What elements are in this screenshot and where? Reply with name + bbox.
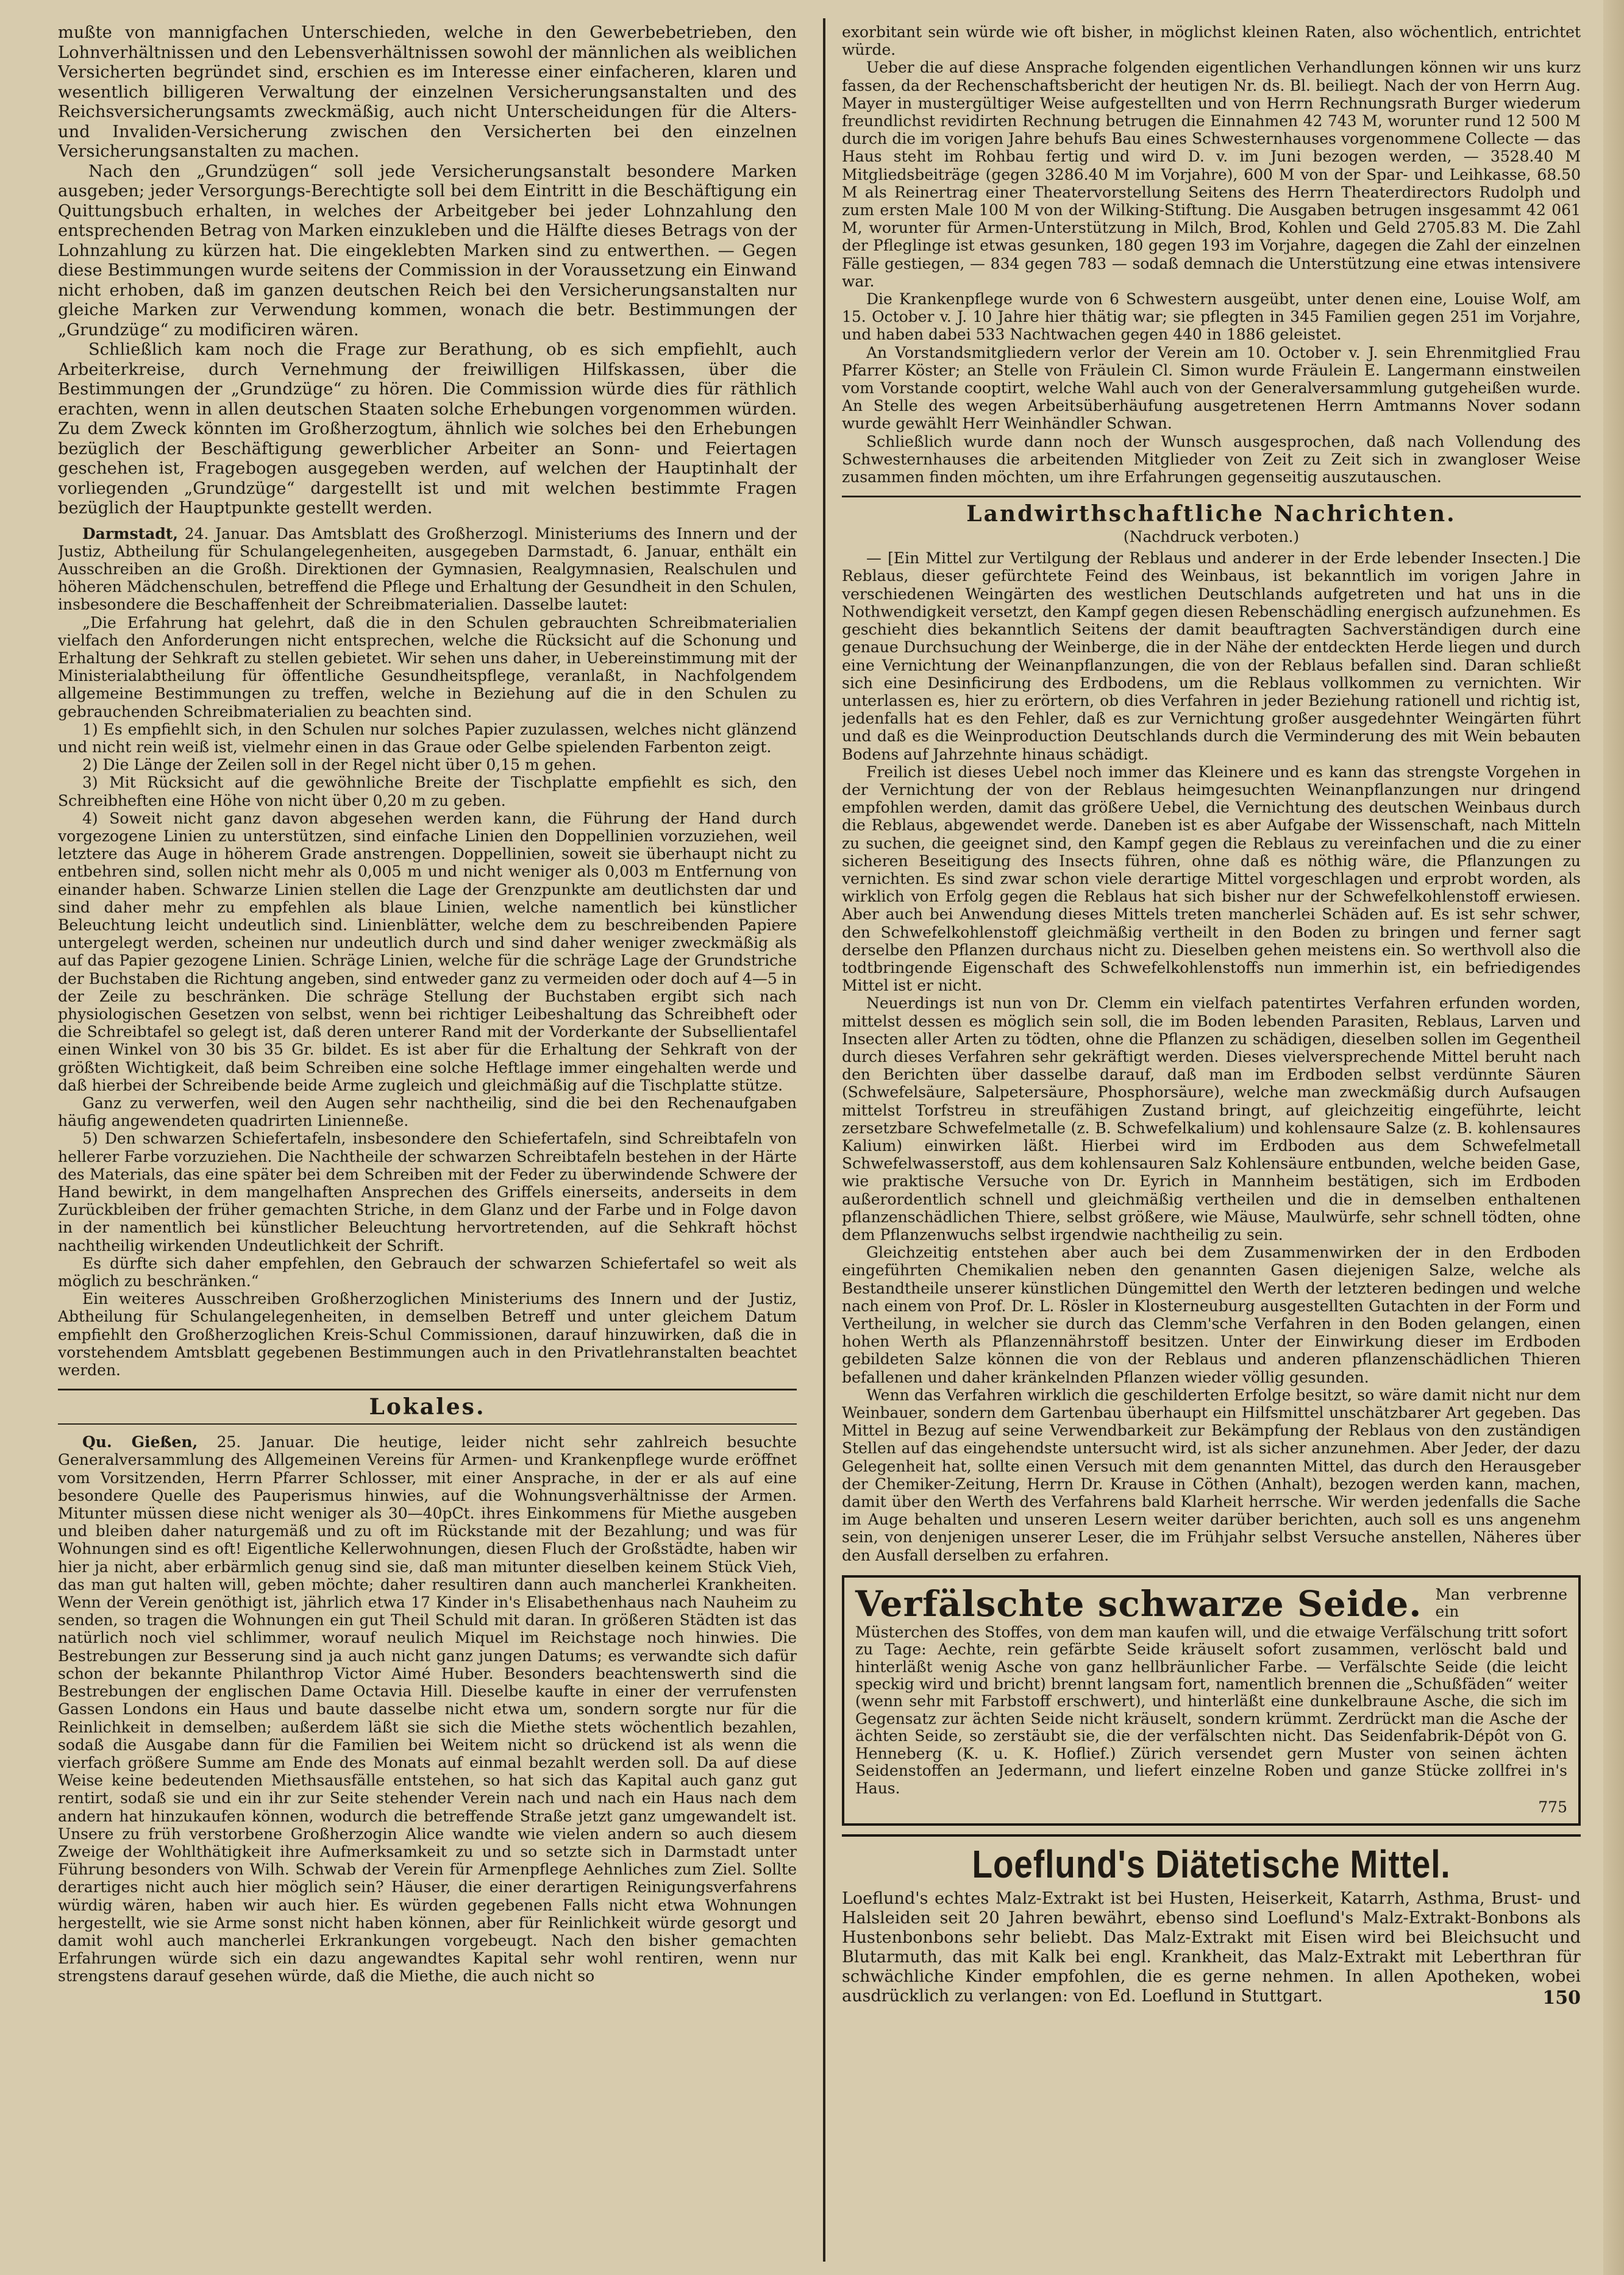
advertisement-seide	[842, 1575, 1581, 1826]
ad-side-text: Man verbrenne ein	[1435, 1585, 1567, 1620]
column-divider	[823, 18, 825, 2262]
article-paragraph: exorbitant sein würde wie oft bisher, in möglichst kleinen Raten, also wöchentlich, entrichtet würde.	[842, 23, 1581, 59]
lokales-article: Qu. Gießen, 25. Januar. Die heutige, leider nicht sehr zahlreich besuchte Generalversammlung des Allgemeinen Vereins für Armen- und Krankenpflege wurde eröffnet vom Vorsitzenden, Herrn Pfarrer Schlosser, mit einer Ansprache, in der er als auf eine besondere Quelle des Pauperismus hinwies, auf die Wohnungsverhältnisse der Armen. Mitunter müssen diese nicht weniger als 30—40pCt. ihres Einkommens für Miethe ausgeben und bleiben daher naturgemäß und zu oft im Rückstande mit der Bezahlung; und was für Wohnungen sind es oft! Eigentliche Kellerwohnungen, diesen Fluch der Großstädte, haben wir hier ja nicht, aber erbärmlich genug sind sie, daß man mitunter dieselben keinem Stück Vieh, das man gut halten will, geben möchte; daher resultiren dann auch mancherlei Krankheiten. Wenn der Verein genöthigt ist, jährlich etwa 17 Kinder in's Elisabethenhaus nach Nauheim zu senden, so tragen die Wohnungen ein gut Theil Schuld mit daran. In größeren Städten ist das natürlich noch viel schlimmer, worauf neulich Miquel im Reichstage noch hinwies. Die Bestrebungen zur Besserung sind ja auch nicht ganz jungen Datums; es verwandte sich dafür schon der bekannte Philanthrop Victor Aimé Huber. Besonders beachtenswerth sind die Bestrebungen der englischen Dame Octavia Hill. Dieselbe kaufte in einer der verrufensten Gassen Londons ein Haus und baute dasselbe nicht etwa um, sondern sorgte nur für die Reinlichkeit in demselben; außerdem läßt sie sich die Miethe stets wöchentlich bezahlen, sodaß die Ausgabe dann für die Familien bei Weitem nicht so drückend ist als wenn die vierfach größere Summe am Ende des Monats auf einmal bezahlt werden soll. Da auf diese Weise keine bedeutenden Miethsausfälle entstehen, so hat sich das Kapital auch ganz gut rentirt, sodaß sie und ein ihr zur Seite stehender Verein nach und nach ein Haus nach dem andern hat hinzukaufen können, wodurch die betreffende Straße jetzt ganz umgewandelt ist. Unsere zu früh verstorbene Großherzogin Alice wandte wie vielen andern so auch diesem Zweige der Wohlthätigkeit ihre Aufmerksamkeit zu und so setzte sich in Darmstadt unter Führung besonders von Wilh. Schwab der Verein für Armenpflege Aehnliches zum Ziel. Sollte derartiges nicht auch hier möglich sein? Häuser, die einer derartigen Reinigungsverfahrens würdig wären, haben wir auch hier. Es würden gegebenen Falls nicht etwa Wohnungen hergestellt, wie sie Arme sonst nicht haben können, aber für Reinlichkeit würde gesorgt und damit wohl auch mancherlei Erkrankungen vorgebeugt. Nach den bisher gemachten Erfahrungen würde sich ein dazu angewandtes Kapital sehr wohl rentiren, wenn nur strengstens darauf gesehen würde, daß die Miethe, die auch nicht so	[58, 1433, 797, 1985]
giessen-dateline: Qu. Gießen,	[82, 1433, 198, 1451]
advertisement-loeflund	[842, 1834, 1581, 2009]
article-paragraph: — [Ein Mittel zur Vertilgung der Reblaus und anderer in der Erde lebender Insecten.] Die Reblaus, dieser gefürchtete Feind des Weinbaus, ist bekanntlich im vorigen Jahre in verschiedenen Weingärten des westlichen Deutschlands aufgetreten und hat uns in die Nothwendigkeit versetzt, den Kampf gegen diesen Rebenschädling energisch aufzunehmen. Es geschieht dies bekanntlich Seitens der damit beauftragten Sachverständigen durch eine genaue Durchsuchung der Weinberge, die in der Nähe der entdeckten Herde liegen und durch eine Vernichtung der Weinanpflanzungen, die von der Reblaus befallen sind. Daran schließt sich eine Desinficirung des Erdbodens, um die Reblaus vollkommen zu vernichten. Wir unterlassen es, hier zu erörtern, ob dies Verfahren in jeder Beziehung rationell und richtig ist, jedenfalls hat es den Fehler, daß es zur Vernichtung großer ausgedehnter Weingärten führt und daß es die Weinproduction Deutschlands durch die Verminderung des mit Wein bebauten Bodens auf Jahrzehnte hinaus schädigt.	[842, 549, 1581, 763]
article-paragraph: Freilich ist dieses Uebel noch immer das Kleinere und es kann das strengste Vorgehen in der Vernichtung der von der Reblaus heimgesuchten Weinanpflanzungen nur dringend empfohlen werden, damit das größere Uebel, die Vernichtung des deutschen Weinbaus durch die Reblaus, abgewendet werde. Daneben ist es aber Aufgabe der Wissenschaft, nach Mitteln zu suchen, die geeignet sind, den Kampf gegen die Reblaus zu vereinfachen und die zu einer sicheren Beseitigung des Insects führen, ohne daß es nöthig wäre, die Pflanzungen zu vernichten. Es sind zwar schon viele derartige Mittel vorgeschlagen und erprobt worden, als wirklich von Erfolg gegen die Reblaus hat sich bisher nur der Schwefelkohlenstoff erwiesen. Aber auch bei Anwendung dieses Mittels treten mancherlei Schäden auf. Es ist sehr schwer, den Schwefelkohlenstoff gleichmäßig vertheilt in den Boden zu bringen und ferner sagt derselbe den Pflanzen durchaus nicht zu. Dieselben gehen meistens ein. So werthvoll also die todtbringende Eigenschaft des Schwefelkohlenstoffs nun immerhin ist, ein befriedigendes Mittel ist er nicht.	[842, 763, 1581, 995]
page-number: 150	[1542, 1987, 1581, 2009]
section-rule	[58, 1423, 797, 1425]
article-paragraph: 3) Mit Rücksicht auf die gewöhnliche Breite der Tischplatte empfiehlt es sich, den Schreibheften eine Höhe von nicht über 0,20 m zu geben.	[58, 774, 797, 810]
article-paragraph: Schließlich kam noch die Frage zur Berathung, ob es sich empfiehlt, auch Arbeiterkreise, durch Vernehmung der freiwilligen Hilfskassen, über die Bestimmungen der „Grundzüge“ zu hören. Die Commission würde dies für räthlich erachten, wenn in allen deutschen Staaten solche Erhebungen vorgenommen würden. Zu dem Zweck könnten im Großherzogtum, ähnlich wie solches bei den Erhebungen bezüglich der Beschäftigung gewerblicher Arbeiter an Sonn- und Feiertagen geschehen ist, Fragebogen ausgegeben werden, auf welchen der Hauptinhalt der vorliegenden „Grundzüge“ dargestellt ist und mit welchen bestimmte Fragen bezüglich der Hauptpunkte gestellt werden.	[58, 340, 797, 518]
left-column	[58, 23, 797, 2254]
article-paragraph: Ein weiteres Ausschreiben Großherzoglichen Ministeriums des Innern und der Justiz, Abtheilung für Schulangelegenheiten, in demselben Betreff und unter gleichem Datum empfiehlt den Großherzoglichen Kreis-Schul Commissionen, darauf hinzuwirken, daß die in vorstehendem Amtsblatt gegebenen Bestimmungen auch in den Privatlehranstalten beachtet werden.	[58, 1290, 797, 1380]
article-paragraph: „Die Erfahrung hat gelehrt, daß die in den Schulen gebrauchten Schreibmaterialien vielfach den Anforderungen nicht entsprechen, welche die Rücksicht auf die Schonung und Erhaltung der Sehkraft zu stellen gebietet. Wir sehen uns daher, in Uebereinstimmung mit der Ministerialabtheilung für öffentliche Gesundheitspflege, veranlaßt, in Nachfolgendem allgemeine Bestimmungen zu treffen, welche in Beziehung auf die in den Schulen zu gebrauchenden Schreibmaterialien zu beachten sind.	[58, 613, 797, 721]
article-paragraph: 1) Es empfiehlt sich, in den Schulen nur solches Papier zuzulassen, welches nicht glänzend und nicht rein weiß ist, vielmehr einen in das Graue oder Gelbe spielenden Farbenton zeigt.	[58, 720, 797, 756]
right-column	[842, 23, 1581, 2254]
article-paragraph: Nach den „Grundzügen“ soll jede Versicherungsanstalt besondere Marken ausgeben; jeder Versorgungs-Berechtigte soll bei dem Eintritt in die Beschäftigung ein Quittungsbuch erhalten, in welches der Arbeitgeber bei jeder Lohnzahlung den entsprechenden Betrag von Marken einzukleben und die Hälfte dieses Betrags von der Lohnzahlung zu kürzen hat. Die eingeklebten Marken sind zu entwerthen. — Gegen diese Bestimmungen wurde seitens der Commission in der Voraussetzung ein Einwand nicht erhoben, daß im ganzen deutschen Reich bei den Versicherungsanstalten nur gleiche Marken zur Verwendung kommen, wonach die betr. Bestimmungen der „Grundzüge“ zu modificiren wären.	[58, 162, 797, 340]
article-paragraph: Wenn das Verfahren wirklich die geschilderten Erfolge besitzt, so wäre damit nicht nur dem Weinbauer, sondern dem Gartenbau überhaupt ein Hilfsmittel unschätzbarer Art gegeben. Das Mittel in Bezug auf seine Verwendbarkeit zur Bekämpfung der Reblaus von den zuständigen Stellen auf das eingehendste untersucht wird, ist als sicher anzunehmen. Aber Jeder, der dazu Gelegenheit hat, sollte einen Versuch mit dem genannten Mittel, das durch den Herausgeber der Chemiker-Zeitung, Herrn Dr. Krause in Cöthen (Anhalt), bezogen werden kann, machen, damit über den Werth des Verfahrens bald Klarheit herrsche. Wir werden jedenfalls die Sache im Auge behalten und unseren Lesern weiter darüber berichten, auch soll es uns angenehm sein, von denjenigen unserer Leser, die im Frühjahr selbst Versuche anstellen, Näheres über den Ausfall derselben zu erfahren.	[842, 1386, 1581, 1564]
section-rule	[842, 496, 1581, 497]
ad-title: Loeflund's Diätetische Mittel.	[972, 1842, 1451, 1886]
article-paragraph: 4) Soweit nicht ganz davon abgesehen werden kann, die Führung der Hand durch vorgezogene Linien zu unterstützen, sind einfache Linien den Doppellinien vorzuziehen, weil letztere das Auge in höherem Grade anstrengen. Doppellinien, soweit sie überhaupt nicht zu entbehren sind, sollen nicht mehr als 0,005 m und nicht weniger als 0,003 m Entfernung von einander haben. Schwarze Linien stellen die Lage der Grenzpunkte am deutlichsten dar und sind daher mehr zu empfehlen als blaue Linien, welche namentlich bei künstlicher Beleuchtung leicht undeutlich sind. Linienblätter, welche dem zu beschreibenden Papiere untergelegt werden, scheinen nur undeutlich durch und sind daher weniger zweckmäßig als auf das Papier gezogene Linien. Schräge Linien, welche für die schräge Lage der Grundstriche der Buchstaben die Richtung angeben, sind entweder ganz zu vermeiden oder doch auf 4—5 in der Zeile zu beschränken. Die schräge Stellung der Buchstaben ergibt sich nach physiologischen Gesetzen von selbst, wenn bei richtiger Leibeshaltung das Schreibheft oder die Schreibtafel so gelegt ist, daß deren unterer Rand mit der Vorderkante der Subsellientafel einen Winkel von 30 bis 35 Gr. bildet. Es ist aber für die Erhaltung der Sehkraft von der größten Wichtigkeit, daß beim Schreiben eine solche Heftlage immer eingehalten werde und daß hierbei der Schreibende beide Arme zugleich und gleichmäßig auf die Tischplatte stütze.	[58, 809, 797, 1094]
darmstadt-dateline: Darmstadt,	[82, 524, 179, 543]
section-title-lokales: Lokales.	[369, 1394, 486, 1420]
ad-title: Verfälschte schwarze Seide.	[855, 1583, 1422, 1625]
article-paragraph: Gleichzeitig entstehen aber auch bei dem Zusammenwirken der in den Erdboden eingeführten Chemikalien neben den genannten Gasen diejenigen Salze, welche als Bestandtheile unserer künstlichen Düngemittel den Werth der letzteren bedingen und welche nach einem von Prof. Dr. L. Rösler in Klosterneuburg ausgestellten Gutachten in der Form und Vertheilung, in welcher sie durch das Clemm'sche Verfahren in den Boden gelangen, einen hohen Werth als Pflanzennährstoff besitzen. Unter der Einwirkung dieser im Erdboden gebildeten Salze können die von der Reblaus und anderen pflanzenschädlichen Thieren befallenen und daher kränkelnden Pflanzen wieder völlig gesunden.	[842, 1244, 1581, 1386]
darmstadt-article-intro: Darmstadt, 24. Januar. Das Amtsblatt des Großherzogl. Ministeriums des Innern und der Justiz, Abtheilung für Schulangelegenheiten, ausgegeben Darmstadt, 6. Januar, enthält ein Ausschreiben an die Großh. Direktionen der Gymnasien, Realgymnasien, Realschulen und höheren Mädchenschulen, betreffend die Pflege und Erhaltung der Gesundheit in den Schulen, insbesondere die Beschaffenheit der Schreibmaterialien. Dasselbe lautet:	[58, 524, 797, 614]
section-title-landwirtschaft: Landwirthschaftliche Nachrichten.	[966, 501, 1456, 527]
article-paragraph: Schließlich wurde dann noch der Wunsch ausgesprochen, daß nach Vollendung des Schwesternhauses die arbeitenden Mitglieder von Zeit zu Zeit sich in zwangloser Weise zusammen finden möchten, um ihre Erfahrungen gegenseitig auszutauschen.	[842, 432, 1581, 486]
article-paragraph: mußte von mannigfachen Unterschieden, welche in den Gewerbebetrieben, den Lohnverhältnissen und den Lebensverhältnissen sowohl der männlichen als weiblichen Versicherten begründet sind, erschien es im Interesse einer einfacheren, klaren und wesentlich billigeren Verwaltung der einzelnen Versicherungsanstalten und des Reichsversicherungsamts zweckmäßig, auch nicht Unterscheidungen für die Alters- und Invaliden-Versicherung zwischen den Versicherten bei den einzelnen Versicherungsanstalten zu machen.	[58, 23, 797, 161]
article-paragraph: 2) Die Länge der Zeilen soll in der Regel nicht über 0,15 m gehen.	[82, 756, 597, 774]
ad-body: Loeflund's echtes Malz-Extrakt ist bei Husten, Heiserkeit, Katarrh, Asthma, Brust- und Halsleiden seit 20 Jahren bewährt, ebenso sind Loeflund's Malz-Extrakt-Bonbons als Hustenbonbons sehr beliebt. Das Malz-Extrakt mit Eisen wird bei Bleichsucht und Blutarmuth, das mit Kalk bei engl. Krankheit, das Malz-Extrakt mit Leberthran für schwächliche Kinder empfohlen, die es gerne nehmen. In allen Apotheken, wobei ausdrücklich zu verlangen: von Ed. Loeflund in Stuttgart.	[842, 1889, 1581, 2006]
article-paragraph: 5) Den schwarzen Schiefertafeln, insbesondere den Schiefertafeln, sind Schreibtafeln von hellerer Farbe vorzuziehen. Die Nachtheile der schwarzen Schreibtafeln bestehen in der Härte des Materials, das eine später bei dem Schreiben mit der Feder zu überwindende Schwere der Hand bewirkt, in dem mangelhaften Ansprechen des Griffels einerseits, anderseits in dem Zurückbleiben der früher gemachten Striche, in dem Glanz und der Farbe und in Folge davon in der namentlich bei künstlicher Beleuchtung hervortretenden, auf die Sehkraft höchst nachtheilig wirkenden Undeutlichkeit der Schrift.	[58, 1130, 797, 1255]
article-paragraph: Die Krankenpflege wurde von 6 Schwestern ausgeübt, unter denen eine, Louise Wolf, am 15. October v. J. 10 Jahre hier thätig war; sie pflegten in 345 Familien gegen 251 im Vorjahre, und haben dabei 533 Nachtwachen gegen 440 in 1886 geleistet.	[842, 290, 1581, 344]
ad-body: Müsterchen des Stoffes, von dem man kaufen will, und die etwaige Verfälschung tritt sofort zu Tage: Aechte, rein gefärbte Seide kräuselt sofort zusammen, verlöscht bald und hinterläßt wenig Asche von ganz hellbräunlicher Farbe. — Verfälschte Seide (die leicht speckig wird und bricht) brennt langsam fort, namentlich brennen die „Schußfäden“ weiter (wenn sehr mit Farbstoff erschwert), und hinterläßt eine dunkelbraune Asche, die sich im Gegensatz zur ächten Seide nicht kräuselt, sondern krümmt. Zerdrückt man die Asche der ächten Seide, so zerstäubt sie, die der verfälschten nicht. Das Seidenfabrik-Dépôt von G. Henneberg (K. u. K. Hoflief.) Zürich versendet gern Muster von seinen ächten Seidenstoffen an Jedermann, und liefert einzelne Roben und ganze Stücke zollfrei in's Haus.	[855, 1623, 1567, 1797]
article-paragraph: Neuerdings ist nun von Dr. Clemm ein vielfach patentirtes Verfahren erfunden worden, mittelst dessen es möglich sein soll, die im Boden lebenden Parasiten, Reblaus, Larven und Insecten aller Arten zu tödten, ohne die Pflanzen zu schädigen, dieselben sollen im Gegentheil durch dieses Verfahren sehr gekräftigt werden. Dieses vielversprechende Mittel beruht nach den Berichten über dasselbe darauf, daß man im Erdboden selbst verdünnte Säuren (Schwefelsäure, Salpetersäure, Phosphorsäure), welche man zweckmäßig durch Aufsaugen mittelst Torfstreu in streufähigen Zustand bringt, auf gleichzeitig eingeführte, leicht zersetzbare Schwefelmetalle (z. B. Schwefelkalium) und kohlensaure Salze (z. B. kohlensaures Kalium) einwirken läßt. Hierbei wird im Erdboden aus dem Schwefelmetall Schwefelwasserstoff, aus dem kohlensauren Salz Kohlensäure entbunden, welche beiden Gase, wie praktische Versuche von Dr. Eyrich in Mannheim bestätigen, sich im Erdboden außerordentlich schnell und gleichmäßig vertheilen und die in demselben enthaltenen pflanzenschädlichen Thiere, selbst größere, wie Mäuse, Maulwürfe, sehr schnell tödten, ohne dem Pflanzenwuchs selbst irgendwie nachtheilig zu sein.	[842, 994, 1581, 1244]
ad-number: 775	[1538, 1798, 1567, 1816]
section-rule	[58, 1389, 797, 1390]
article-paragraph: Ueber die auf diese Ansprache folgenden eigentlichen Verhandlungen können wir uns kurz fassen, da der Rechenschaftsbericht der heutigen Nr. ds. Bl. beiliegt. Nach der von Herrn Aug. Mayer in mustergültiger Weise aufgestellten und von Herrn Rechnungsrath Burger wiederum freundlichst revidirten Rechnung betrugen die Einnahmen 42 743 M, worunter rund 12 500 M durch die im vorigen Jahre behufs Bau eines Schwesternhauses vorgenommene Collecte — das Haus steht im Rohbau fertig und wird D. v. im Juni bezogen werden, — 3528.40 M Mitgliedsbeiträge (gegen 3286.40 M im Vorjahre), 600 M von der Spar- und Leihkasse, 68.50 M als Reinertrag einer Theatervorstellung Seitens des Herrn Theaterdirectors Rudolph und zum ersten Male 100 M von der Wilking-Stiftung. Die Ausgaben betrugen insgesammt 42 061 M, worunter für Armen-Unterstützung in Milch, Brod, Kohlen und Geld 2705.83 M. Die Zahl der Pfleglinge ist etwas gesunken, 180 gegen 193 im Vorjahre, dagegen die Zahl der einzelnen Fälle gestiegen, — 834 gegen 783 — sodaß demnach die Unterstützung eine etwas intensivere war.	[842, 59, 1581, 290]
article-paragraph: Ganz zu verwerfen, weil den Augen sehr nachtheilig, sind die bei den Rechenaufgaben häufig angewendeten quadrirten Linienneße.	[58, 1094, 797, 1130]
article-paragraph: Es dürfte sich daher empfehlen, den Gebrauch der schwarzen Schiefertafel so weit als möglich zu beschränken.“	[58, 1254, 797, 1291]
section-subtitle: (Nachdruck verboten.)	[1123, 528, 1300, 546]
article-paragraph: An Vorstandsmitgliedern verlor der Verein am 10. October v. J. sein Ehrenmitglied Frau Pfarrer Köster; an Stelle von Fräulein Cl. Simon wurde Fräulein E. Langermann einstweilen vom Vorstande cooptirt, welche Wahl auch von der Generalversammlung gutgeheißen wurde. An Stelle des wegen Arbeitsüberhäufung ausgetretenen Herrn Amtmanns Nover sodann wurde gewählt Herr Weinhändler Schwan.	[842, 343, 1581, 433]
page-edge	[1603, 0, 1624, 2275]
